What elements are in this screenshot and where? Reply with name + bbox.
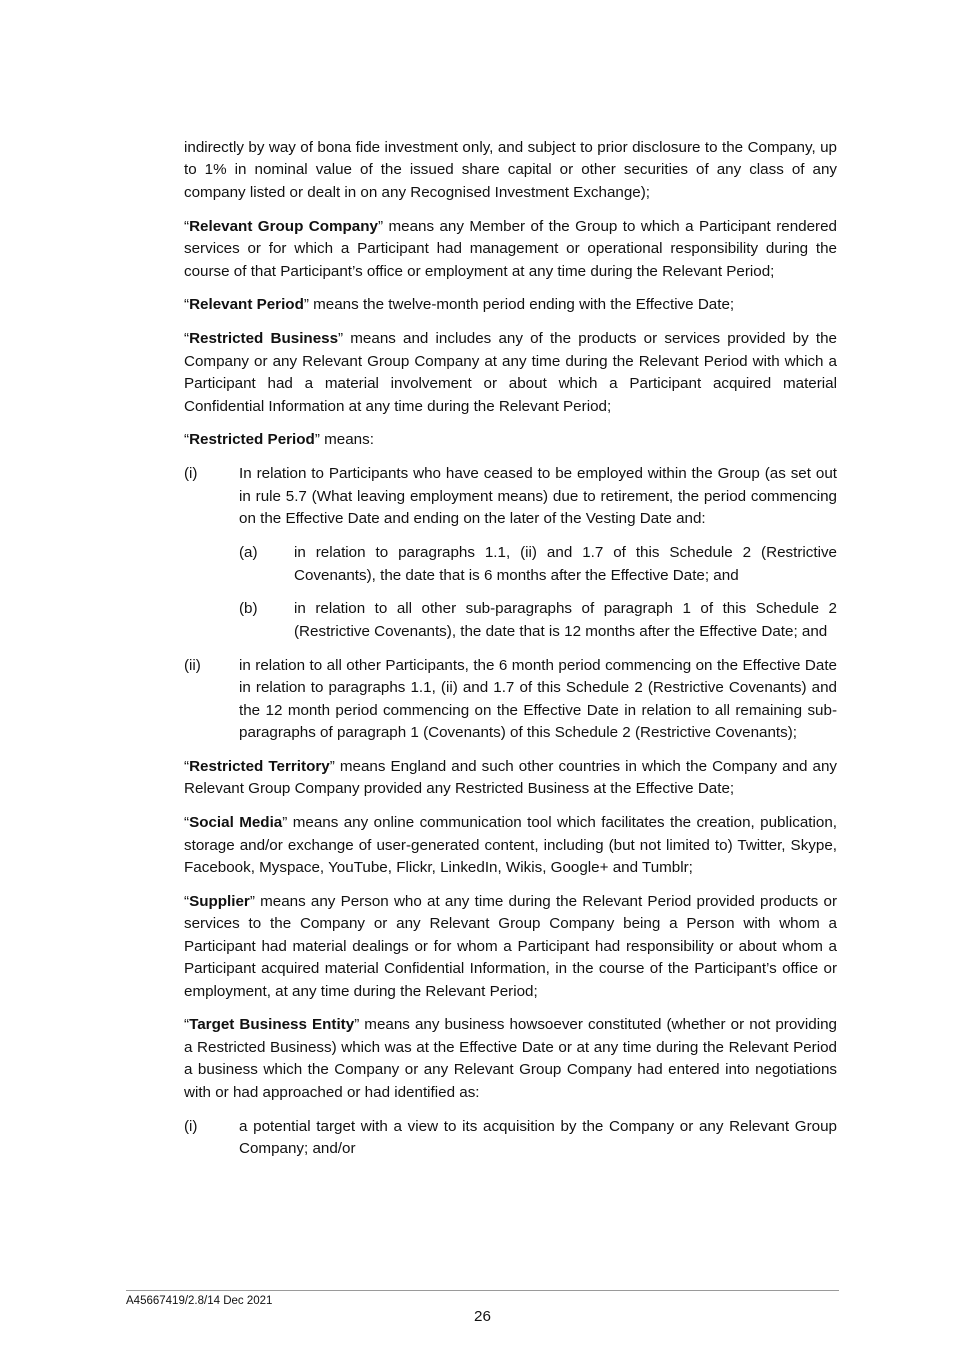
list-item-label: (a) [239, 544, 258, 562]
open-quote: “ [184, 431, 190, 449]
definition-text: ” means any Member of the Group to which a Participant rendered services or for which a Participant had management or operational responsibility during the course of that Participant’s office or employment at any time during the Relevant Period; [184, 217, 837, 280]
continuation-paragraph: indirectly by way of bona fide investment only, and subject to prior disclosure to the Company, up to 1% in nominal value of the issued share capital or other securities of any class of any company listed or dealt in on any Recognised Investment Exchange); [184, 139, 837, 201]
definition-target-business-entity [184, 1014, 837, 1104]
list-item [184, 1116, 837, 1161]
page-number: 26 [474, 1308, 491, 1325]
definition-text: ” means England and such other countries in which the Company and any Relevant Group Company provided any Restricted Business at the Effective Date; [184, 757, 838, 798]
definition-social-media [184, 812, 837, 879]
document-reference: A45667419/2.8/14 Dec 2021 [126, 1295, 273, 1307]
defined-term: Restricted Territory [189, 757, 330, 775]
open-quote: “ [184, 757, 190, 775]
list-item [184, 542, 837, 587]
definition-restricted-business [184, 328, 837, 418]
list-item-label: (ii) [184, 656, 201, 674]
defined-term: Relevant Group Company [189, 217, 378, 235]
footer-divider [126, 1290, 839, 1291]
definition-relevant-period [184, 294, 837, 316]
open-quote: “ [184, 330, 190, 348]
open-quote: “ [184, 296, 190, 314]
defined-term: Target Business Entity [189, 1016, 355, 1034]
list-item [184, 655, 837, 745]
definition-restricted-territory [184, 756, 837, 801]
list-item-label: (i) [184, 1117, 198, 1135]
definition-restricted-period [184, 429, 837, 451]
open-quote: “ [184, 1016, 190, 1034]
definition-text: ” means any online communication tool which facilitates the creation, publication, storage and/or exchange of user-generated content, including (but not limited to) Twitter, Skype, Facebook, Myspace, YouTube, Flickr, LinkedIn, Wikis, Google+ and Tumblr; [184, 814, 837, 876]
list-item [184, 598, 837, 643]
list-item-label: (b) [239, 600, 258, 618]
open-quote: “ [184, 892, 190, 910]
list-item-text: in relation to all other Participants, the 6 month period commencing on the Effective Date in relation to paragraphs 1.1, (ii) and 1.7 of this Schedule 2 (Restrictive Covenants) and the 12 month period commencing on the Effective Date in relation to all remaining sub-paragraphs of paragraph 1 (Covenants) of this Schedule 2 (Restrictive Covenants); [239, 656, 837, 741]
definition-text: ” means the twelve-month period ending with the Effective Date; [303, 296, 735, 314]
open-quote: “ [184, 217, 190, 235]
page-body [184, 137, 837, 1172]
defined-term: Supplier [189, 892, 250, 910]
defined-term: Relevant Period [189, 296, 304, 314]
definition-supplier [184, 891, 837, 1003]
list-item-label: (i) [184, 465, 198, 483]
definition-text: ” means any Person who at any time during the Relevant Period provided products or services to the Company or any Relevant Group Company being a Person with whom a Participant had material dealings or for whom a Participant had responsibility or about whom a Participant acquired material Confidential Information, in the course of the Participant’s office or employment, at any time during the Relevant Period; [184, 892, 837, 1000]
definition-text: ” means any business howsoever constituted (whether or not providing a Restricted Business) which was at the Effective Date or at any time during the Relevant Period a business which the Company or any Relevant Group Company had entered into negotiations with or had approached or had identified as: [184, 1016, 837, 1101]
definition-text: ” means and includes any of the products or services provided by the Company or any Relevant Group Company at any time during the Relevant Period with which a Participant had a material involvement or about which a Participant acquired material Confidential Information at any time during the Relevant Period; [184, 330, 837, 415]
defined-term: Restricted Business [189, 330, 339, 348]
list-item-text: in relation to all other sub-paragraphs of paragraph 1 of this Schedule 2 (Restrictive Covenants), the date that is 12 months after the Effective Date; and [294, 600, 837, 640]
defined-term: Restricted Period [189, 431, 315, 449]
definition-text: ” means: [314, 431, 374, 449]
open-quote: “ [184, 814, 190, 832]
list-item-text: In relation to Participants who have ceased to be employed within the Group (as set out in rule 5.7 (What leaving employment means) due to retirement, the period commencing on the Effective Date and ending on the later of the Vesting Date and: [239, 465, 837, 528]
list-item [184, 463, 837, 530]
defined-term: Social Media [189, 814, 283, 832]
list-item-text: in relation to paragraphs 1.1, (ii) and 1.7 of this Schedule 2 (Restrictive Covenants), the date that is 6 months after the Effective Date; and [294, 544, 837, 584]
list-item-text: a potential target with a view to its acquisition by the Company or any Relevant Group Company; and/or [239, 1117, 837, 1157]
definition-relevant-group-company [184, 216, 837, 283]
